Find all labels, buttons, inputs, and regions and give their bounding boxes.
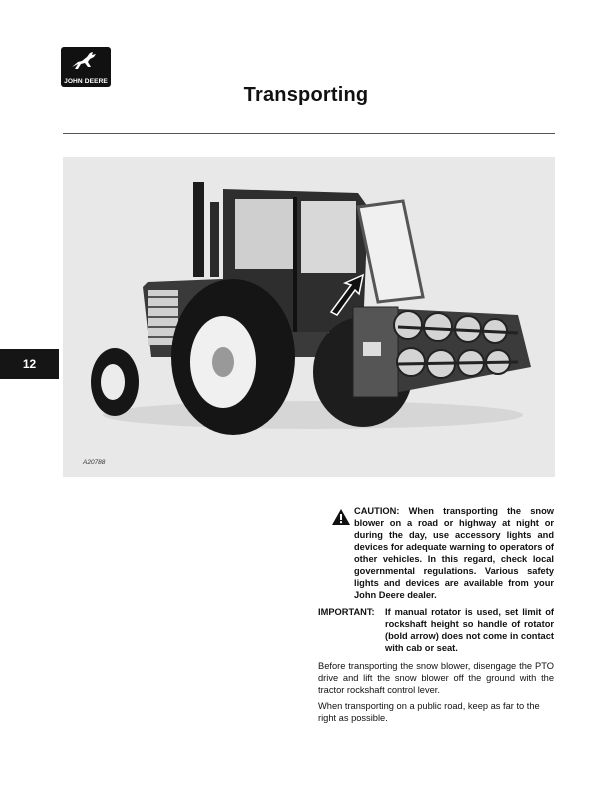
title-divider [63,133,555,134]
john-deere-logo [61,47,111,87]
important-text: If manual rotator is used, set limit of rockshaft height so handle of rotator (bold arrow) does not come in contact with cab or seat. [385,607,554,653]
caution-text: CAUTION: When transporting the snow blower on a road or highway at night or during the day, use accessory lights and devices for adequate warning to operators of other vehicles. In this regard, check local governmental regulations. Various safety lights and devices are available from your John Deere dealer. [354,506,554,600]
figure-id: A20788 [83,459,106,466]
warning-triangle-icon [332,509,350,525]
body-paragraph: When transporting on a public road, keep as far to the right as possible. [318,701,540,723]
important-label: IMPORTANT: [318,607,375,617]
tractor-snow-blower-photo [63,157,555,477]
logo-text: JOHN DEERE [64,78,108,85]
page-title: Transporting [243,84,369,106]
page-number-tab: 12 [0,349,59,379]
body-paragraph: Before transporting the snow blower, disengage the PTO drive and lift the snow blower off the ground with the tractor rockshaft control lever. [318,661,554,695]
tractor-illustration [63,157,555,477]
leaping-deer-icon [70,50,100,72]
